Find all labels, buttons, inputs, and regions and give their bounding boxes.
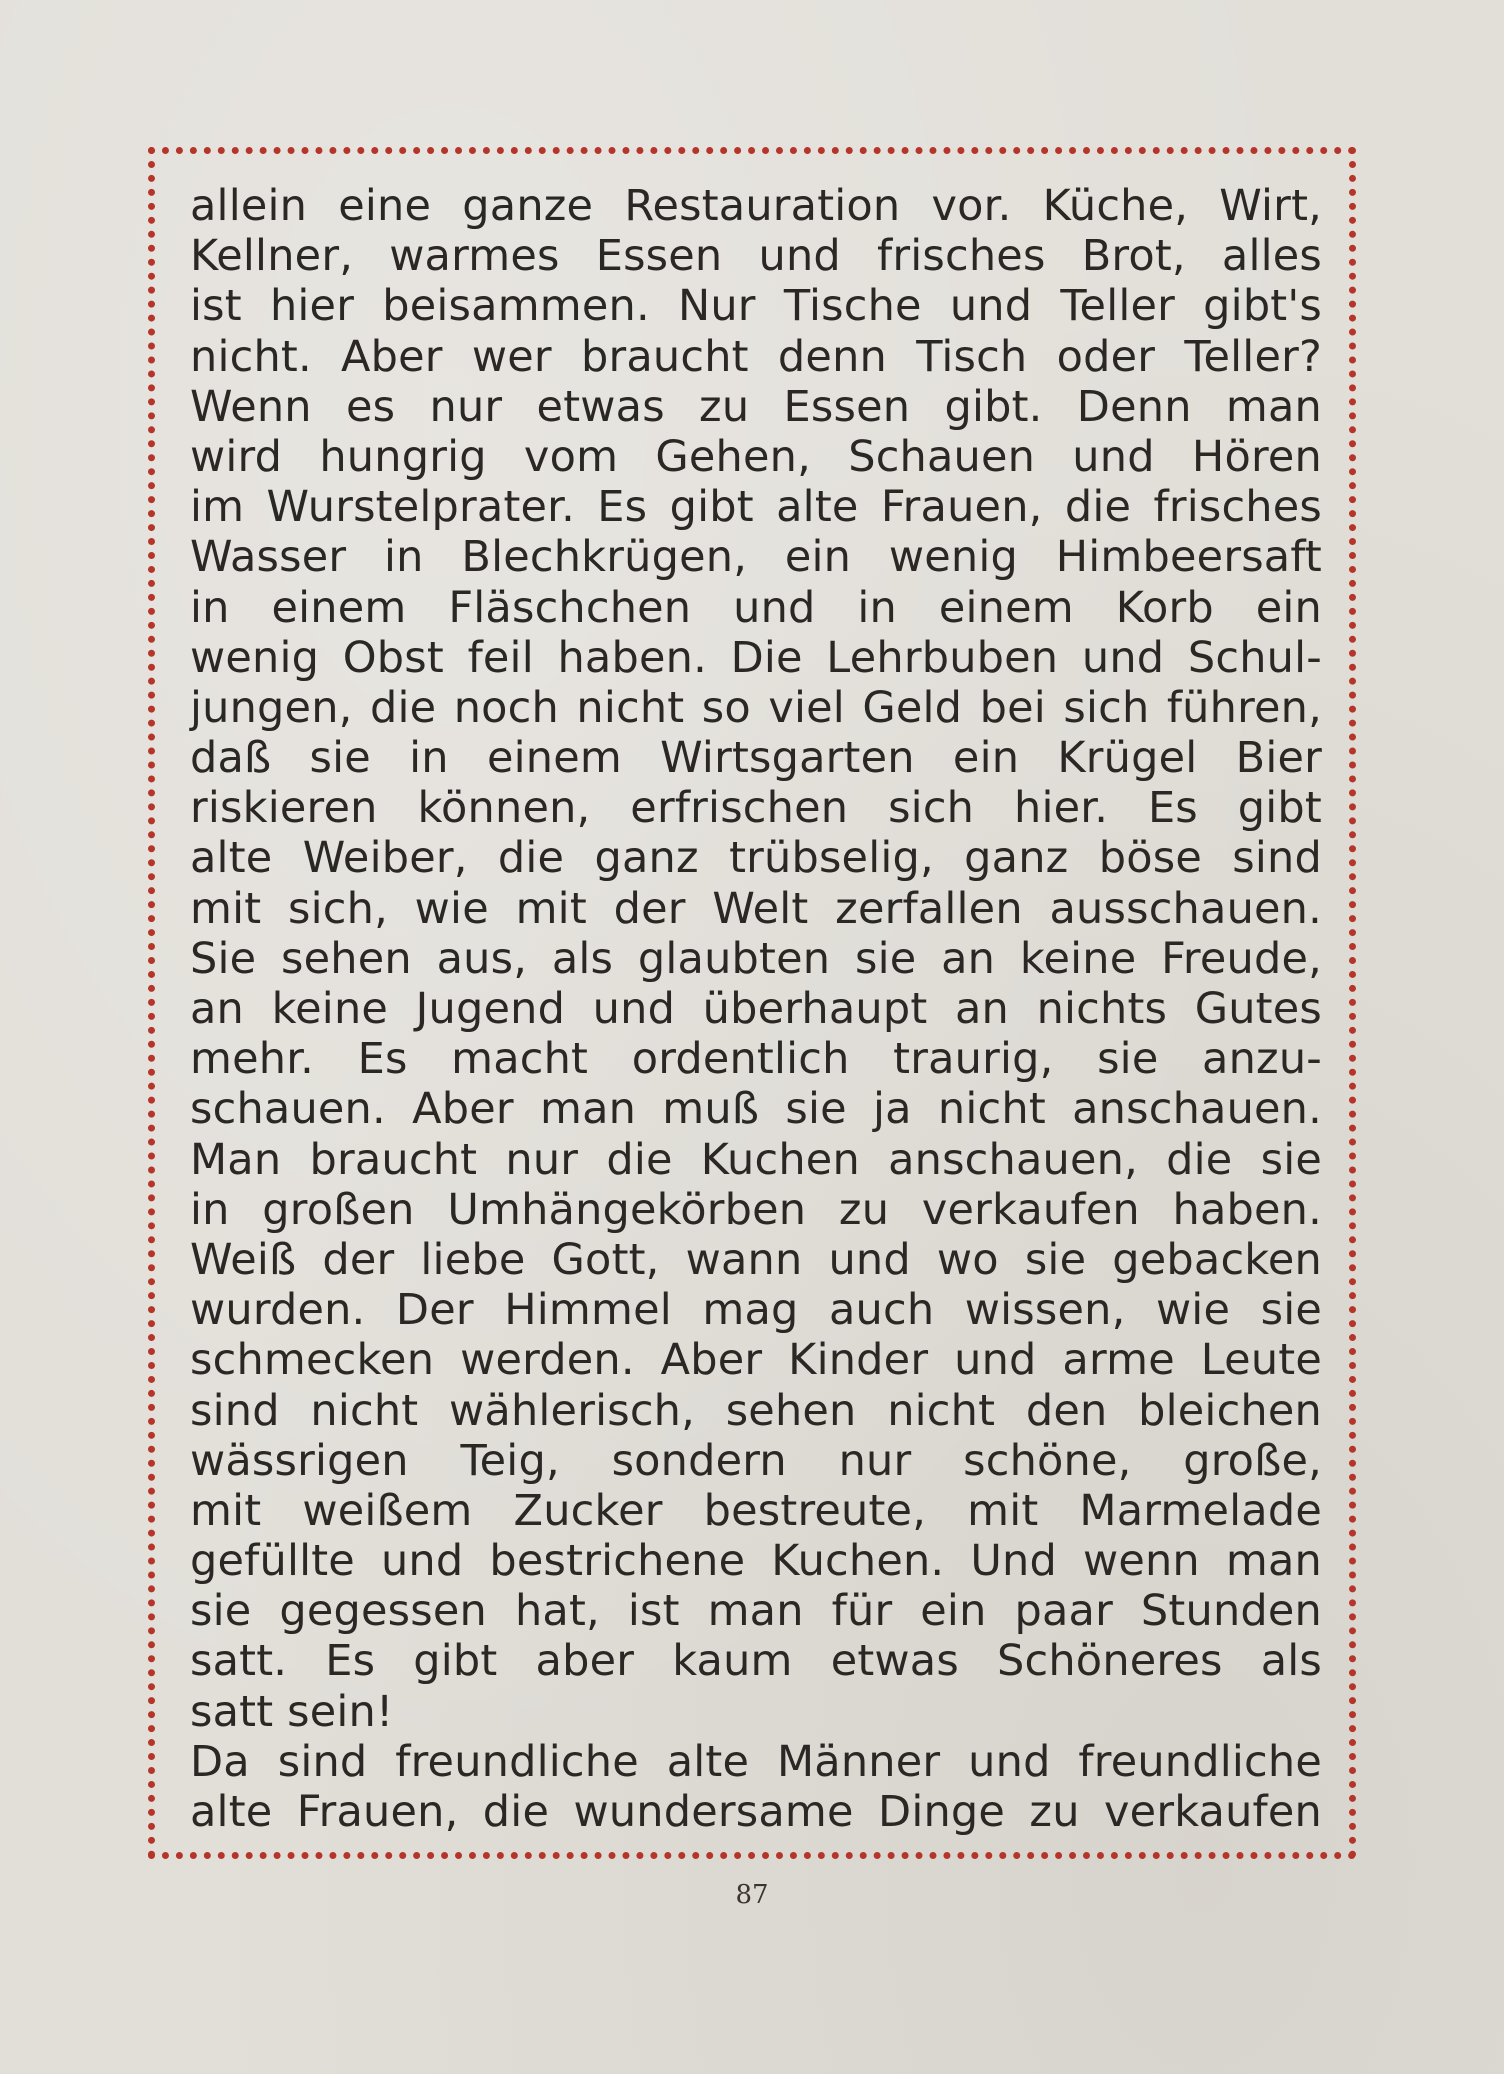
text-line: wurden. Der Himmel mag auch wissen, wie sie [190,1285,1322,1336]
text-line: allein eine ganze Restauration vor. Küche, Wirt, [190,181,1322,231]
text-line: satt sein! [190,1686,394,1737]
text-line: riskieren können, erfrischen sich hier. Es gibt [190,783,1322,834]
text-line: Wasser in Blechkrügen, ein wenig Himbeersaft [190,532,1322,583]
text-line: Sie sehen aus, als glaubten sie an keine Freude, [190,933,1322,984]
text-line: nicht. Aber wer braucht denn Tisch oder Teller? [190,331,1322,382]
text-line: Man braucht nur die Kuchen anschauen, die sie [190,1134,1322,1185]
text-line: daß sie in einem Wirtsgarten ein Krügel Bier [190,733,1322,784]
text-line: sie gegessen hat, ist man für ein paar Stunden [190,1586,1322,1637]
text-line: mehr. Es macht ordentlich traurig, sie anzu- [190,1034,1322,1085]
text-line: mit weißem Zucker bestreute, mit Marmelade [190,1485,1322,1536]
text-line: schauen. Aber man muß sie ja nicht anschauen. [190,1084,1322,1135]
text-line: im Wurstelprater. Es gibt alte Frauen, die frisches [190,482,1322,533]
text-line: Wenn es nur etwas zu Essen gibt. Denn man [190,381,1322,432]
text-line: Da sind freundliche alte Männer und freundliche [190,1736,1322,1787]
text-line: wässrigen Teig, sondern nur schöne, große, [190,1435,1322,1486]
text-line: gefüllte und bestrichene Kuchen. Und wenn man [190,1536,1322,1587]
text-line: ist hier beisammen. Nur Tische und Teller gibt's [190,281,1322,332]
text-line: in großen Umhängekörben zu verkaufen haben. [190,1184,1322,1235]
text-line: alte Weiber, die ganz trübselig, ganz böse sind [190,833,1322,884]
text-line: wird hungrig vom Gehen, Schauen und Hören [190,431,1322,482]
text-line: satt. Es gibt aber kaum etwas Schöneres als [190,1636,1322,1687]
text-line: sind nicht wählerisch, sehen nicht den bleichen [190,1385,1322,1436]
text-line: alte Frauen, die wundersame Dinge zu verkaufen [190,1787,1322,1837]
page-number: 87 [735,1880,769,1910]
text-line: wenig Obst feil haben. Die Lehrbuben und Schul- [190,632,1322,683]
text-line: Kellner, warmes Essen und frisches Brot, alles [190,231,1322,282]
text-line: in einem Fläschchen und in einem Korb ein [190,582,1322,633]
text-line: schmecken werden. Aber Kinder und arme Leute [190,1335,1322,1386]
text-line: an keine Jugend und überhaupt an nichts Gutes [190,984,1322,1034]
text-line: Weiß der liebe Gott, wann und wo sie gebacken [190,1234,1322,1285]
text-line: mit sich, wie mit der Welt zerfallen ausschauen. [190,883,1322,934]
text-line: jungen, die noch nicht so viel Geld bei sich führen, [190,682,1322,733]
body-text [190,181,1322,1837]
